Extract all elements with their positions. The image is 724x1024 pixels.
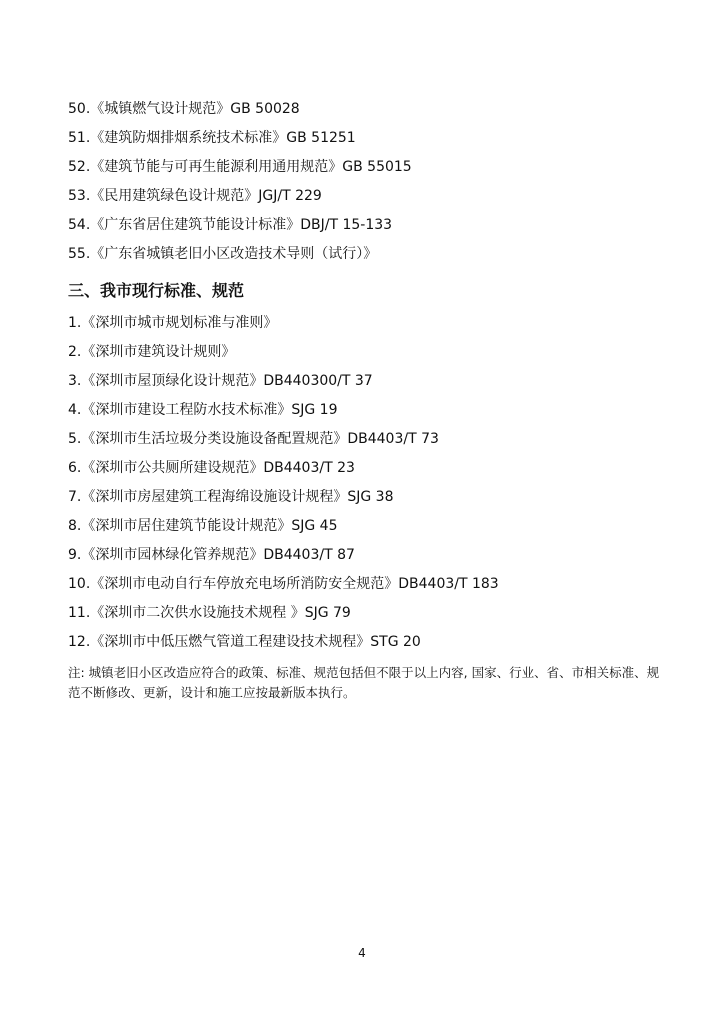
list-item: 10.《深圳市电动自行车停放充电场所消防安全规范》DB4403/T 183: [68, 576, 499, 592]
list-item: 8.《深圳市居住建筑节能设计规范》SJG 45: [68, 518, 338, 534]
list-item: 2.《深圳市建筑设计规则》: [68, 344, 236, 360]
list-item: 11.《深圳市二次供水设施技术规程 》SJG 79: [68, 605, 351, 621]
page-number: 4: [358, 946, 366, 960]
list-item: 7.《深圳市房屋建筑工程海绵设施设计规程》SJG 38: [68, 489, 394, 505]
footnote: 注: 城镇老旧小区改造应符合的政策、标准、规范包括但不限于以上内容, 国家、行业、省、市相关标准、规范不断修改、更新，设计和施工应按最新版本执行。: [68, 665, 660, 700]
list-item: 52.《建筑节能与可再生能源利用通用规范》GB 55015: [68, 159, 412, 175]
section-heading: 三、我市现行标准、规范: [68, 281, 245, 300]
list-item: 5.《深圳市生活垃圾分类设施设备配置规范》DB4403/T 73: [68, 431, 439, 447]
list-item: 50.《城镇燃气设计规范》GB 50028: [68, 101, 300, 117]
list-item: 3.《深圳市屋顶绿化设计规范》DB440300/T 37: [68, 373, 373, 389]
list-item: 4.《深圳市建设工程防水技术标准》SJG 19: [68, 402, 338, 418]
page-content: [68, 95, 668, 703]
national-standards-list: [68, 95, 668, 269]
list-item: 53.《民用建筑绿色设计规范》JGJ/T 229: [68, 188, 322, 204]
list-item: 54.《广东省居住建筑节能设计标准》DBJ/T 15-133: [68, 217, 393, 233]
list-item: 6.《深圳市公共厕所建设规范》DB4403/T 23: [68, 460, 355, 476]
city-standards-list: [68, 309, 668, 657]
list-item: 12.《深圳市中低压燃气管道工程建设技术规程》STG 20: [68, 634, 421, 650]
list-item: 51.《建筑防烟排烟系统技术标准》GB 51251: [68, 130, 356, 146]
list-item: 1.《深圳市城市规划标准与准则》: [68, 315, 278, 331]
list-item: 9.《深圳市园林绿化管养规范》DB4403/T 87: [68, 547, 355, 563]
list-item: 55.《广东省城镇老旧小区改造技术导则（试行）》: [68, 246, 378, 262]
